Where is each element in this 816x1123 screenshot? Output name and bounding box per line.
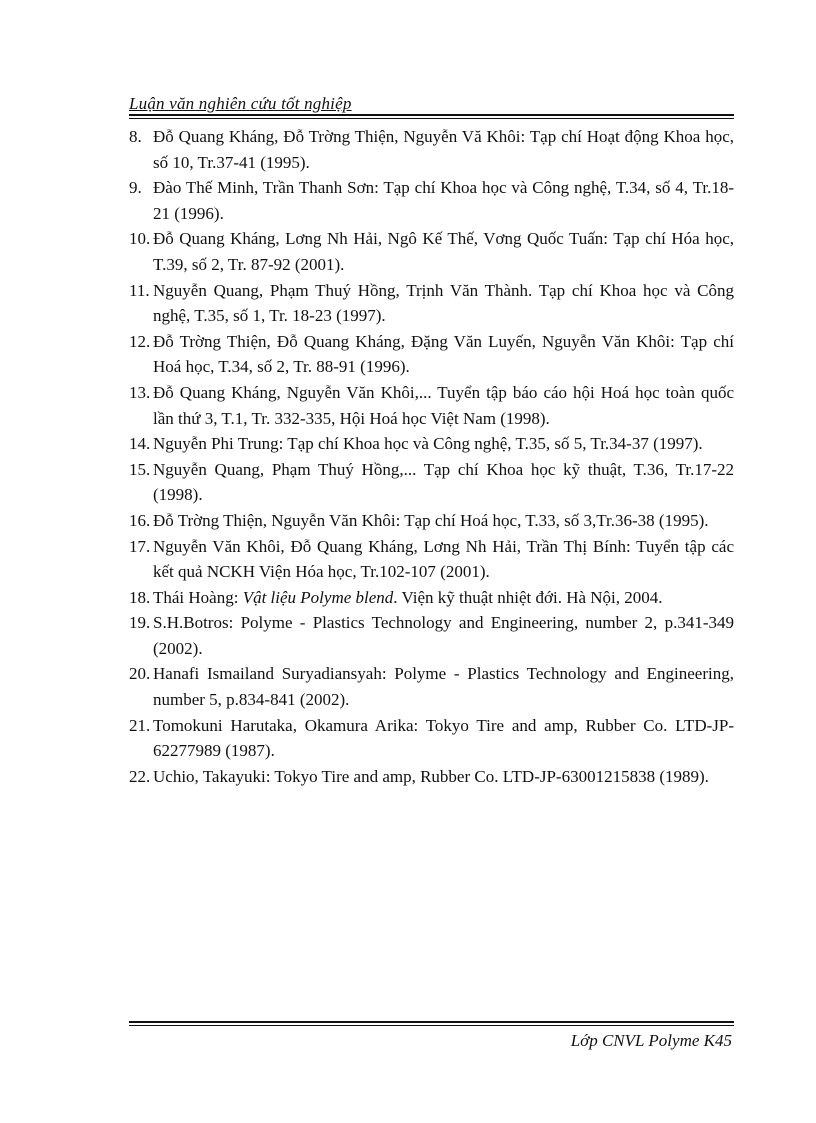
reference-number: 11. [129, 280, 150, 300]
reference-number: 14. [129, 434, 151, 454]
reference-number: 12. [129, 331, 151, 351]
reference-item [129, 585, 734, 611]
reference-text: Đỗ Quang Kháng, Đỗ Trờng Thiện, Nguyễn Vă Khôi: Tạp chí Hoạt động Khoa học, số 10, Tr.37-41 (1995). [153, 127, 734, 172]
reference-text: S.H.Botros: Polyme - Plastics Technology and Engineering, number 2, p.341-349 (2002). [153, 613, 734, 658]
reference-item [129, 175, 734, 226]
reference-text: Đào Thế Minh, Trần Thanh Sơn: Tạp chí Khoa học và Công nghệ, T.34, số 4, Tr.18-21 (1996). [153, 178, 734, 223]
reference-number: 8. [129, 127, 142, 146]
reference-item [129, 457, 734, 508]
reference-text: Nguyễn Văn Khôi, Đỗ Quang Kháng, Lơng Nh Hải, Trần Thị Bính: Tuyển tập các kết quả NCKH Viện Hóa học, Tr.102-107 (2001). [153, 536, 734, 582]
reference-item [129, 329, 734, 380]
reference-item [129, 534, 734, 585]
reference-text: Tomokuni Harutaka, Okamura Arika: Tokyo Tire and amp, Rubber Co. LTD-JP-62277989 (1987). [153, 715, 734, 761]
header-rule-thin [129, 118, 734, 119]
reference-number: 13. [129, 382, 151, 402]
reference-number: 19. [129, 613, 151, 633]
reference-number: 9. [129, 178, 142, 198]
reference-item [129, 508, 734, 534]
reference-item [129, 380, 734, 431]
page-header-title: Luận văn nghiên cứu tốt nghiệp [129, 94, 352, 113]
reference-text: Nguyễn Quang, Phạm Thuý Hồng, Trịnh Văn Thành. Tạp chí Khoa học và Công nghệ, T.35, số 1, Tr. 18-23 (1997). [153, 280, 734, 326]
reference-number: 10. [129, 229, 151, 249]
footer-rule-thin [129, 1025, 734, 1026]
reference-number: 17. [129, 536, 151, 556]
reference-number: 18. [129, 587, 151, 607]
reference-item [129, 431, 734, 457]
reference-italic-title: Vật liệu Polyme blend [242, 587, 394, 607]
reference-text: Nguyễn Quang, Phạm Thuý Hồng,... Tạp chí Khoa học kỹ thuật, T.36, Tr.17-22 (1998). [153, 459, 734, 505]
reference-text: Đỗ Quang Kháng, Nguyễn Văn Khôi,... Tuyển tập báo cáo hội Hoá học toàn quốc lần thứ 3, T.1, Tr. 332-335, Hội Hoá học Việt Nam (1998). [153, 382, 734, 428]
reference-item [129, 226, 734, 277]
reference-item [129, 610, 734, 661]
reference-text: Đỗ Trờng Thiện, Đỗ Quang Kháng, Đặng Văn Luyến, Nguyễn Văn Khôi: Tạp chí Hoá học, T.34, số 2, Tr. 88-91 (1996). [153, 331, 734, 377]
footer-rule-thick [129, 1021, 734, 1023]
reference-text: Đỗ Quang Kháng, Lơng Nh Hải, Ngô Kế Thế, Vơng Quốc Tuấn: Tạp chí Hóa học, T.39, số 2, Tr. 87-92 (2001). [153, 229, 734, 274]
reference-number: 22. [129, 766, 151, 786]
reference-item [129, 713, 734, 764]
reference-list [129, 124, 734, 789]
reference-item [129, 124, 734, 175]
reference-number: 21. [129, 715, 151, 735]
header-rule-thick [129, 114, 734, 116]
reference-text-pre: Thái Hoàng: [153, 587, 243, 607]
reference-text: Uchio, Takayuki: Tokyo Tire and amp, Rubber Co. LTD-JP-63001215838 (1989). [153, 766, 709, 786]
reference-text: Đỗ Trờng Thiện, Nguyễn Văn Khôi: Tạp chí Hoá học, T.33, số 3,Tr.36-38 (1995). [153, 510, 709, 530]
reference-text-post: . Viện kỹ thuật nhiệt đới. Hà Nội, 2004. [393, 587, 663, 607]
reference-item [129, 278, 734, 329]
page-footer-text: Lớp CNVL Polyme K45 [570, 1031, 732, 1050]
reference-item [129, 661, 734, 712]
reference-text: Hanafi Ismailand Suryadiansyah: Polyme - Plastics Technology and Engineering, number 5, p.834-841 (2002). [153, 664, 734, 710]
reference-item [129, 764, 734, 790]
reference-number: 20. [129, 664, 151, 684]
reference-number: 16. [129, 510, 151, 530]
reference-number: 15. [129, 459, 151, 479]
reference-text: Nguyễn Phi Trung: Tạp chí Khoa học và Công nghệ, T.35, số 5, Tr.34-37 (1997). [153, 434, 703, 454]
